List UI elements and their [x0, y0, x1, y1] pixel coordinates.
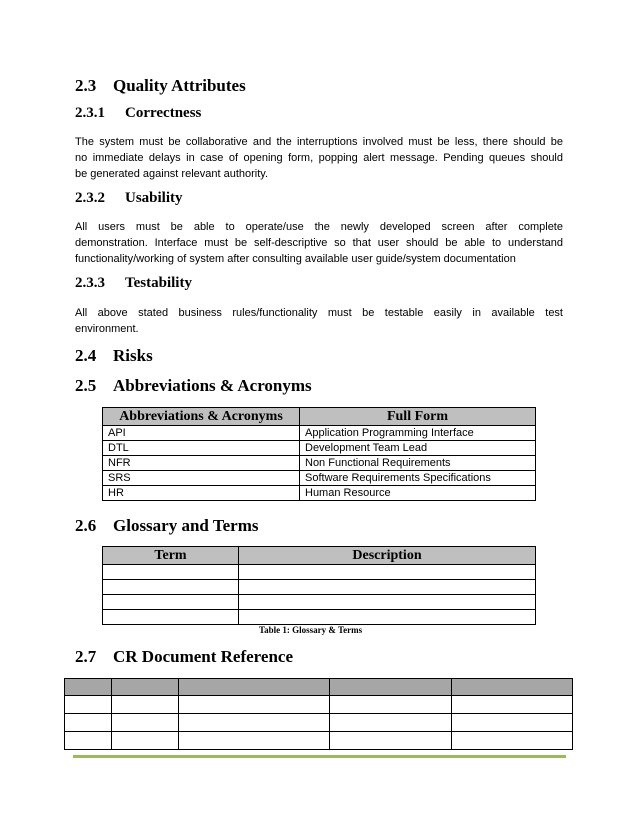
table-row [103, 595, 536, 610]
footer-divider [73, 755, 566, 758]
usability-paragraph: All users must be able to operate/use the newly developed screen after complete demonstration. Interface must be self-descriptive so that user should be able to understand functionality/working of system after consulting available user guide/system documentation [75, 221, 563, 265]
cr-reference-table [64, 678, 573, 750]
table-row [103, 565, 536, 580]
heading-2-5: 2.5 Abbreviations & Acronyms [75, 376, 312, 395]
abbreviations-header-row [103, 408, 536, 426]
glossary-table-caption: Table 1: Glossary & Terms [259, 625, 363, 635]
table-row [103, 610, 536, 625]
table-row [103, 580, 536, 595]
glossary-header-row [103, 547, 536, 565]
table-row [65, 714, 573, 732]
heading-2-3-1: 2.3.1 Correctness [75, 105, 202, 121]
abbreviations-header-fullform: Full Form [300, 408, 536, 426]
table-row: DTL Development Team Lead [103, 441, 536, 456]
heading-2-7: 2.7 CR Document Reference [75, 647, 294, 666]
heading-2-3: 2.3 Quality Attributes [75, 76, 246, 95]
table-row [65, 696, 573, 714]
glossary-header-term: Term [103, 547, 239, 565]
table-row: HR Human Resource [103, 486, 536, 501]
abbreviations-header-abbr: Abbreviations & Acronyms [103, 408, 300, 426]
glossary-header-description: Description [239, 547, 536, 565]
glossary-table [102, 546, 536, 625]
heading-2-3-3: 2.3.3 Testability [75, 275, 192, 291]
correctness-paragraph: The system must be collaborative and the interruptions involved must be less, there should be no immediate delays in case of opening form, popping alert message. Pending queues should be generated against relevant authority. [75, 136, 563, 180]
heading-2-3-2: 2.3.2 Usability [75, 190, 183, 206]
table-row: SRS Software Requirements Specifications [103, 471, 536, 486]
table-row: NFR Non Functional Requirements [103, 456, 536, 471]
heading-2-4: 2.4 Risks [75, 346, 153, 365]
table-row [65, 732, 573, 750]
testability-paragraph: All above stated business rules/functionality must be testable easily in available test environment. [75, 307, 563, 335]
table-row: API Application Programming Interface [103, 426, 536, 441]
cr-header-row [65, 679, 573, 696]
abbreviations-table [102, 407, 536, 501]
heading-2-6: 2.6 Glossary and Terms [75, 516, 259, 535]
